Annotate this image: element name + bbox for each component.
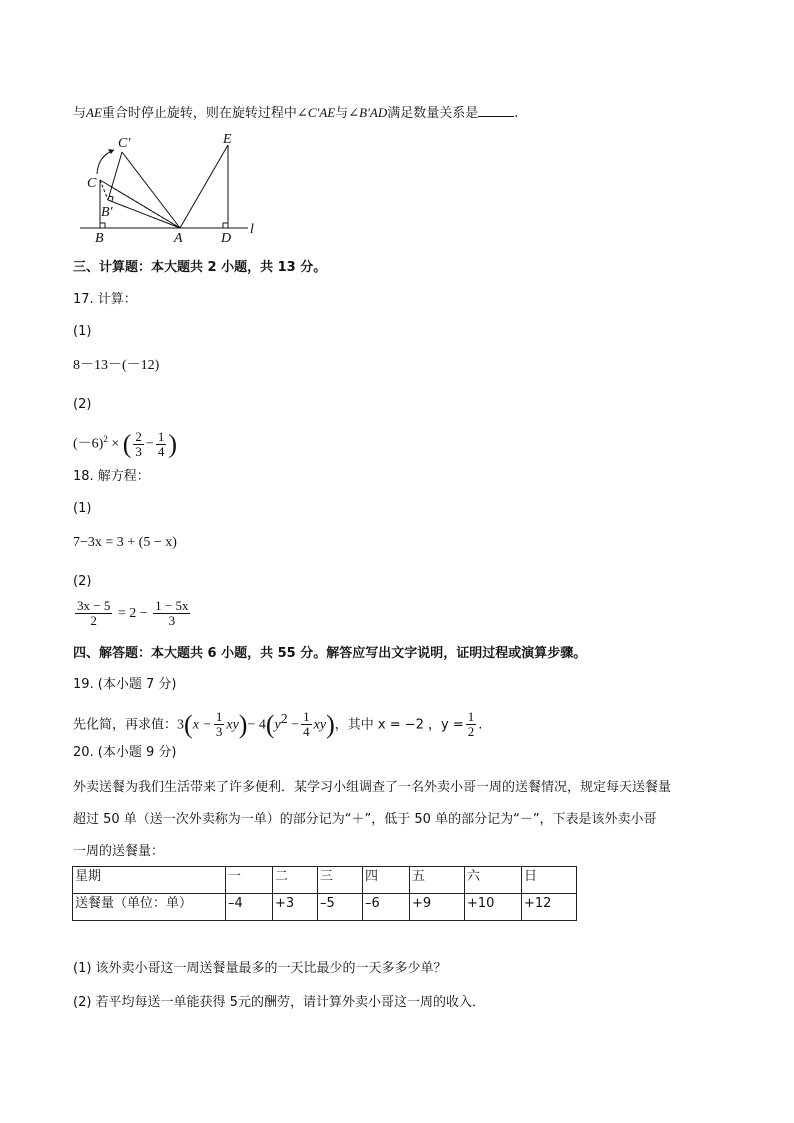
q20-line-3: 一周的送餐量： [73, 844, 165, 859]
table-header-cell: 一 [226, 867, 273, 894]
table-header-cell: 五 [410, 867, 465, 894]
table-header-cell: 二 [273, 867, 318, 894]
q18-title: 18. 解方程： [73, 469, 150, 484]
intro-text-a: 与 [73, 106, 87, 121]
rotation-arrow [97, 150, 114, 174]
label-c-prime: C′ [118, 136, 131, 151]
q19-fraction-cond [466, 710, 477, 739]
q19-f1-num: 1 [215, 709, 223, 725]
q20-title: 20. (本小题 9 分) [73, 745, 177, 760]
label-d: D [221, 231, 232, 245]
q19-end: . [478, 717, 483, 733]
q19-f2-den: 4 [303, 724, 310, 740]
table-cell: +12 [522, 894, 577, 921]
q18-f1-den: 2 [90, 613, 97, 629]
q18-part1-expr: 7−3x = 3 + (5 − x) [73, 535, 177, 550]
q19-cond-num: 1 [467, 709, 475, 725]
table-cell: –5 [318, 894, 363, 921]
table-header-cell: 六 [465, 867, 522, 894]
q18-fraction-1 [75, 599, 112, 628]
q19-fraction-2 [301, 710, 312, 739]
label-l: l [250, 222, 254, 237]
q17-part2-label: (2) [73, 397, 92, 412]
label-b-prime: B′ [101, 205, 113, 220]
q17-fraction-1 [133, 430, 144, 459]
q17-paren-open: ( [122, 429, 132, 459]
label-e: E [223, 132, 232, 147]
intro-angle-2: ∠B′AD [348, 105, 388, 120]
q17-title: 17. 计算： [73, 292, 137, 307]
section-4-title: 四、解答题：本大题共 6 小题，共 55 分。解答应写出文字说明，证明过程或演算步骤。 [73, 646, 587, 661]
table-row [73, 894, 577, 921]
q18-f1-num: 3x − 5 [77, 598, 111, 614]
q18-part2-label: (2) [73, 574, 92, 589]
intro-text-d: 满足数量关系是 [387, 106, 479, 121]
q17-part1-expr: 8－13－(－12) [73, 358, 160, 373]
q19-expr [73, 704, 482, 741]
label-c: C [87, 176, 97, 191]
table-cell: +10 [465, 894, 522, 921]
q20-line-2: 超过 50 单（送一次外卖称为一单）的部分记为“＋”，低于 50 单的部分记为“－”，下表是该外卖小哥 [73, 812, 657, 827]
table-cell: +9 [410, 894, 465, 921]
q20-line-1: 外卖送餐为我们生活带来了许多便利．某学习小组调查了一名外卖小哥一周的送餐情况，规定每天送餐量 [73, 780, 672, 795]
q19-xy-2: xy [313, 717, 327, 733]
table-cell: +3 [273, 894, 318, 921]
table-header-cell: 星期 [73, 867, 226, 894]
segment-b-prime-c-prime [108, 152, 122, 200]
intro-text-c: 与 [335, 106, 349, 121]
table-header-cell: 日 [522, 867, 577, 894]
q17-times: × [111, 436, 120, 452]
intro-line [73, 104, 518, 123]
q19-condition: ，其中 x = −2 ，y = [334, 717, 464, 733]
q18-fraction-2 [153, 599, 190, 628]
q18-mid: = 2 − [117, 606, 148, 621]
intro-text-e: . [514, 106, 519, 121]
q18-part2-expr [73, 598, 192, 630]
q19-title: 19. (本小题 7 分) [73, 677, 177, 692]
q20-sub-2: (2) 若平均每送一单能获得 5元的酬劳，请计算外卖小哥这一周的收入． [73, 995, 485, 1010]
q19-paren-2-close: ) [326, 709, 335, 739]
label-b: B [95, 231, 104, 245]
q17-f1-num: 2 [135, 428, 142, 444]
q19-minus-4: − 4 [247, 717, 266, 733]
table-header-row [73, 867, 577, 894]
q17-f1-den: 3 [135, 443, 142, 459]
q19-cond-den: 2 [467, 724, 475, 740]
q18-f2-den: 3 [168, 613, 176, 629]
intro-text-b: 重合时停止旋转，则在旋转过程中 [101, 106, 297, 121]
table-header-cell: 三 [318, 867, 363, 894]
q17-base: (－6) [73, 436, 104, 452]
q19-paren-1-close: ) [238, 709, 248, 739]
q19-x: x − [192, 717, 212, 733]
right-angle-d [223, 223, 228, 228]
q17-f2-num: 1 [157, 428, 165, 444]
answer-blank [478, 104, 514, 117]
q18-f2-num: 1 − 5x [155, 598, 189, 614]
q19-y-exponent: 2 [280, 712, 288, 727]
delivery-table [72, 866, 577, 921]
rotation-arrowhead [108, 149, 114, 154]
q19-coef-3: 3 [177, 717, 185, 733]
q19-fraction-1 [214, 710, 225, 739]
q17-part1-label: (1) [73, 324, 92, 339]
table-cell: –4 [226, 894, 273, 921]
intro-ae: AE [86, 105, 102, 120]
q17-part2-expr [73, 424, 177, 460]
q19-paren-2-open: ( [265, 709, 275, 739]
q17-f2-den: 4 [157, 443, 165, 459]
q17-exponent: 2 [103, 434, 108, 444]
q19-xy-1: xy [226, 717, 239, 733]
q19-f1-den: 3 [215, 724, 223, 740]
table-header-cell: 四 [363, 867, 410, 894]
right-angle-b [100, 223, 105, 228]
q19-y: y [274, 717, 281, 733]
q19-prefix: 先化简，再求值： [73, 717, 178, 733]
segment-ae [180, 145, 228, 228]
label-a: A [174, 231, 183, 245]
q19-paren-1-open: ( [184, 709, 193, 739]
q17-minus: − [145, 436, 154, 452]
geometry-figure [70, 130, 270, 245]
dashed-c-b-prime [100, 180, 108, 200]
section-3-title: 三、计算题：本大题共 2 小题，共 13 分。 [73, 260, 327, 275]
q19-f2-num: 1 [303, 709, 310, 725]
table-cell: –6 [363, 894, 410, 921]
q20-sub-1: (1) 该外卖小哥这一周送餐量最多的一天比最少的一天多多少单？ [73, 961, 447, 976]
q18-part1-label: (1) [73, 501, 92, 516]
table-row-label: 送餐量（单位：单） [73, 894, 226, 921]
q19-minus: − [287, 717, 300, 733]
q17-paren-close: ) [168, 429, 177, 459]
q17-fraction-2 [156, 430, 167, 459]
intro-angle-1: ∠C′AE [296, 105, 336, 120]
